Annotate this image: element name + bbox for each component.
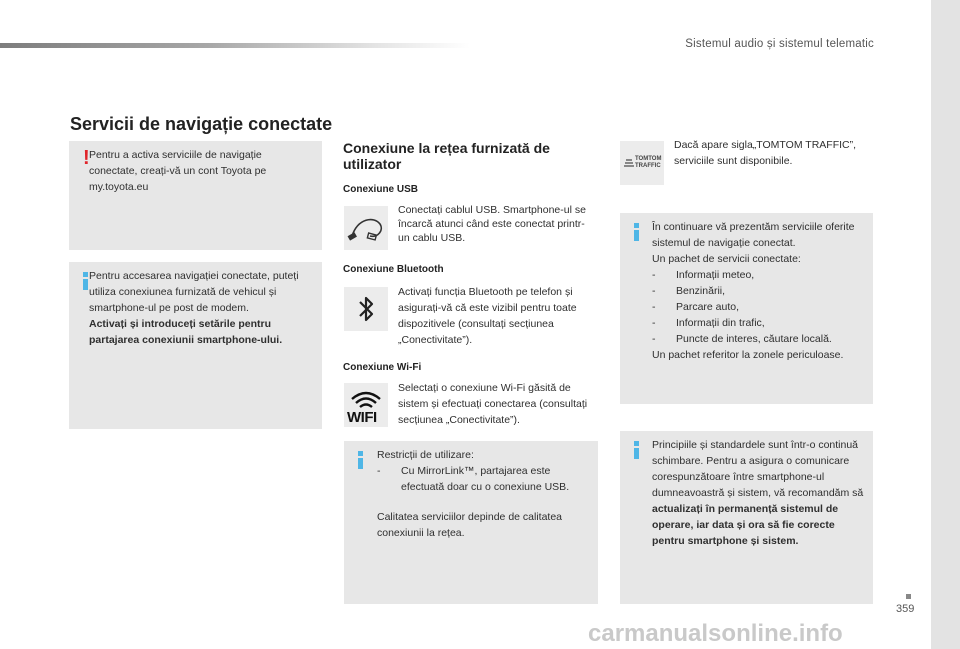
restrictions-note: Calitatea serviciilor depinde de calitatea conexiunii la rețea. — [377, 511, 563, 539]
bluetooth-title: Conexiune Bluetooth — [343, 264, 444, 275]
restrictions-title: Restricții de utilizare: — [377, 449, 474, 461]
services-pack: Un pachet de servicii conectate: — [652, 253, 801, 265]
watermark: carmanualsonline.info — [588, 620, 843, 647]
services-zones: Un pachet referitor la zonele periculoase. — [652, 349, 844, 361]
page-side-strip — [931, 0, 960, 649]
info-icon — [358, 451, 364, 469]
restrictions-list — [377, 463, 595, 495]
connection-heading: Conexiune la rețea furnizată de utilizator — [343, 140, 550, 172]
services-list — [652, 267, 867, 347]
restrictions-block — [377, 447, 595, 541]
list-item: - Informații din trafic, — [652, 315, 867, 331]
list-item: - Benzinării, — [652, 283, 867, 299]
services-intro: În continuare vă prezentăm serviciile oferite sistemul de navigație conectat. — [652, 221, 855, 249]
info-box-restrictions — [344, 441, 598, 604]
tomtom-logo-text: TOMTOM TRAFFIC — [635, 156, 662, 169]
tomtom-traffic-logo — [620, 141, 664, 185]
section-header: Sistemul audio și sistemul telematic — [685, 38, 874, 50]
usb-text: Conectați cablul USB. Smartphone-ul se încarcă atunci când este conectat printr-un cablu USB. — [398, 204, 586, 244]
wifi-icon — [344, 383, 388, 427]
wifi-title: Conexiune Wi-Fi — [343, 362, 422, 373]
warning-icon: ! — [83, 147, 90, 169]
wifi-text: Selectați o conexiune Wi-Fi găsită de sistem și efectuați conectarea (consultați secțiunea „Conectivitate”). — [398, 382, 588, 426]
info-box-principles — [620, 431, 873, 604]
page-number: 359 — [896, 603, 915, 615]
usb-title: Conexiune USB — [343, 184, 419, 195]
list-item: - Parcare auto, — [652, 299, 867, 315]
info-icon — [634, 441, 640, 459]
list-item: - Puncte de interes, căutare locală. — [652, 331, 867, 347]
warning-text: Pentru a activa serviciile de navigație conectate, creați-vă un cont Toyota pe my.toyota.eu — [89, 149, 267, 193]
page-title: Servicii de navigație conectate — [70, 114, 333, 134]
list-item: - Informații meteo, — [652, 267, 867, 283]
info-text-block — [89, 268, 315, 348]
page-marker — [906, 594, 911, 599]
info-box-services — [620, 213, 873, 404]
principles-block — [652, 437, 868, 549]
wifi-icon-label: WIFI — [347, 409, 377, 426]
principles-text: Principiile și standardele sunt într-o continuă schimbare. Pentru a asigura o comunicare corespunzătoare între smartphone-ul dumneavoastră și sistem, vă recomandăm să — [652, 439, 864, 499]
header-gradient-bar — [0, 43, 470, 48]
info-text: Pentru accesarea navigației conectate, puteți utiliza conexiunea furnizată de vehicul și smartphone-ul pe post de modem. — [89, 270, 299, 314]
services-block — [652, 219, 867, 363]
tomtom-text: Dacă apare sigla„TOMTOM TRAFFIC”, serviciile sunt disponibile. — [674, 139, 857, 167]
bluetooth-icon — [344, 287, 388, 331]
info-box-connection — [69, 262, 322, 429]
warning-box — [69, 141, 322, 250]
info-icon — [634, 223, 640, 241]
info-bold-text: Activați și introduceți setările pentru partajarea conexiunii smartphone-ului. — [89, 318, 283, 346]
principles-bold-text: actualizați în permanență sistemul de operare, iar data și ora să fie corecte pentru smartphone și sistem. — [652, 503, 839, 547]
usb-cable-icon — [344, 206, 388, 250]
list-item: - Cu MirrorLink™, partajarea este efectuată doar cu o conexiune USB. — [377, 463, 595, 495]
bluetooth-text: Activați funcția Bluetooth pe telefon și asigurați-vă că este vizibil pentru toate dispozitivele (consultați secțiunea „Conectivitate”). — [398, 286, 577, 346]
